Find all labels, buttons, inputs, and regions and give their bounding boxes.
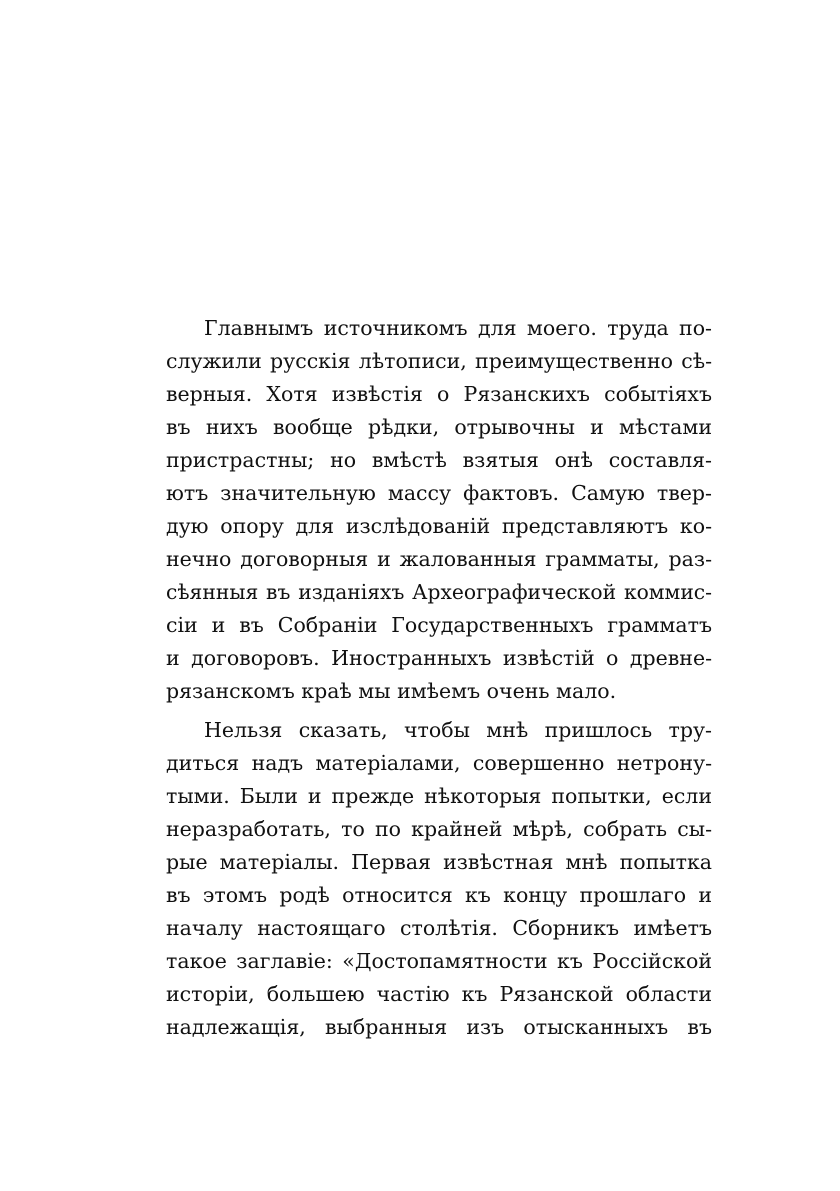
text-line: диться надъ матеріалами, совершенно нетрону- [166, 751, 712, 775]
text-line: началу настоящаго столѣтія. Сборникъ имѣетъ [166, 916, 712, 940]
paragraph-1 [166, 312, 712, 708]
text-line: надлежащія, выбранныя изъ отысканныхъ въ [166, 1015, 712, 1039]
text-line: сѣянныя въ изданіяхъ Археографической коммис- [166, 580, 712, 604]
text-line: неразработать, то по крайней мѣрѣ, собрать сы- [166, 817, 712, 841]
text-line: исторіи, большею частію къ Рязанской области [166, 982, 712, 1006]
text-line: въ нихъ вообще рѣдки, отрывочны и мѣстами [166, 415, 712, 439]
text-line: сіи и въ Собраніи Государственныхъ грамматъ [166, 613, 712, 637]
text-line: пристрастны; но вмѣстѣ взятыя онѣ составля- [166, 448, 712, 472]
paragraph-2 [166, 714, 712, 1044]
text-line: нечно договорныя и жалованныя грамматы, раз- [166, 547, 712, 571]
text-line: верныя. Хотя извѣстія о Рязанскихъ событіяхъ [166, 382, 712, 406]
text-line: тыми. Были и прежде нѣкоторыя попытки, если [166, 784, 712, 808]
text-line: и договоровъ. Иностранныхъ извѣстій о древне- [166, 646, 712, 670]
text-line: такое заглавіе: «Достопамятности къ Россійской [166, 949, 712, 973]
text-line: ютъ значительную массу фактовъ. Самую твер- [166, 481, 712, 505]
text-line: рые матеріалы. Первая извѣстная мнѣ попытка [166, 850, 712, 874]
text-line: въ этомъ родѣ относится къ концу прошлаго и [166, 883, 712, 907]
text-line: Главнымъ источникомъ для моего. труда по- [204, 316, 712, 340]
body-text [166, 312, 712, 1044]
text-line: Нельзя сказать, чтобы мнѣ пришлось тру- [204, 718, 712, 742]
text-line: рязанскомъ краѣ мы имѣемъ очень мало. [166, 679, 617, 703]
text-line: служили русскія лѣтописи, преимущественно сѣ- [166, 349, 712, 373]
text-line: дую опору для изслѣдованій представляютъ ко- [166, 514, 712, 538]
